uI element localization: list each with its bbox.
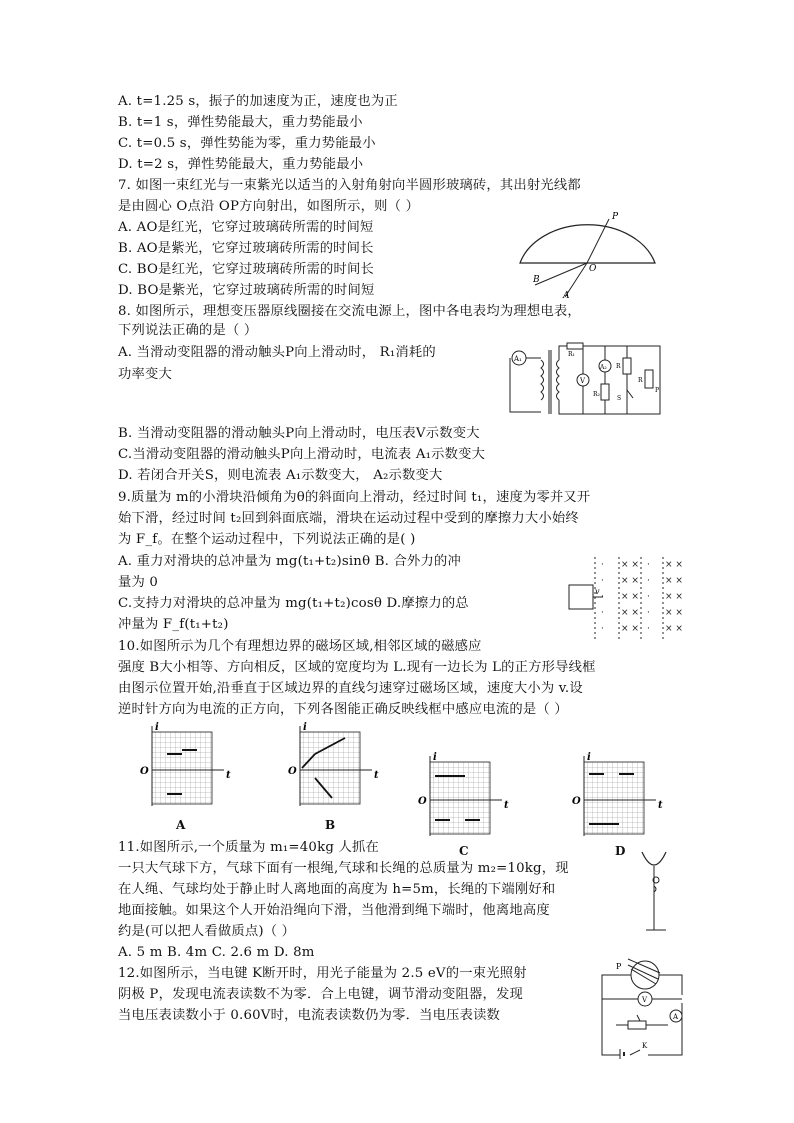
- svg-text:·: ·: [601, 608, 604, 618]
- svg-text:× ×: × ×: [665, 560, 683, 570]
- label-P: P: [655, 387, 660, 394]
- label-A2: A₂: [600, 364, 607, 371]
- svg-text:× ×: × ×: [665, 592, 683, 602]
- svg-text:·: ·: [647, 560, 650, 570]
- axis-t: t: [226, 770, 231, 781]
- text-line: A. AO是红光，它穿过玻璃砖所需的时间短: [118, 220, 374, 235]
- text-line: B. AO是紫光，它穿过玻璃砖所需的时间长: [118, 241, 374, 256]
- svg-text:× ×: × ×: [621, 608, 639, 618]
- graph-B-label: B: [325, 818, 336, 832]
- graph-C-label: C: [459, 844, 469, 858]
- text-line: 由图示位置开始,沿垂直于区域边界的直线匀速穿过磁场区域，速度大小为 v.设: [118, 681, 583, 696]
- axis-i: i: [587, 752, 591, 763]
- graph-D: [572, 752, 667, 840]
- svg-text:× ×: × ×: [621, 624, 639, 634]
- label-R1: R₁: [568, 351, 575, 358]
- axis-t: t: [658, 800, 663, 811]
- text-line: D. t=2 s，弹性势能最大，重力势能最小: [118, 157, 364, 172]
- text-line: D. BO是紫光，它穿过玻璃砖所需的时间短: [118, 283, 375, 298]
- svg-text:× ×: × ×: [621, 592, 639, 602]
- text-line: A. 重力对滑块的总冲量为 mg(t₁+t₂)sinθ B. 合外力的冲: [118, 554, 462, 569]
- graph-B: [288, 722, 383, 810]
- svg-text:× ×: × ×: [621, 576, 639, 586]
- balloon-figure: [632, 848, 682, 933]
- svg-text:·: ·: [647, 624, 650, 634]
- text-line: 10.如图所示为几个有理想边界的磁场区域,相邻区域的磁感应: [118, 639, 482, 654]
- text-line: 下列说法正确的是（ ）: [118, 323, 258, 338]
- label-V: V: [642, 996, 648, 1004]
- svg-text:× ×: × ×: [665, 624, 683, 634]
- label-S: S: [617, 395, 622, 402]
- label-R-b: R: [638, 377, 643, 384]
- label-A: A: [673, 1013, 679, 1021]
- svg-text:·: ·: [601, 560, 604, 570]
- text-line: 一只大气球下方，气球下面有一根绳,气球和长绳的总质量为 m₂=10kg，现: [118, 861, 569, 876]
- label-v: v: [595, 587, 600, 596]
- semicircle-figure: [505, 205, 665, 300]
- svg-text:·: ·: [647, 608, 650, 618]
- text-line: 8. 如图所示，理想变压器原线圈接在交流电源上，图中各电表均为理想电表，: [118, 304, 581, 319]
- text-line: 阴极 P，发现电流表读数不为零．合上电键，调节滑动变阻器，发现: [118, 987, 523, 1002]
- svg-text:× ×: × ×: [621, 560, 639, 570]
- graph-A-label: A: [176, 818, 186, 832]
- svg-text:·: ·: [647, 592, 650, 602]
- text-line: 约是(可以把人看做质点)（ ）: [118, 924, 296, 939]
- axis-i: i: [155, 722, 159, 733]
- label-O: O: [589, 264, 597, 274]
- origin: O: [140, 766, 149, 777]
- svg-text:·: ·: [601, 592, 604, 602]
- svg-text:·: ·: [647, 576, 650, 586]
- text-line: 12.如图所示，当电键 K断开时，用光子能量为 2.5 eV的一束光照射: [118, 966, 527, 981]
- svg-text:× ×: × ×: [665, 608, 683, 618]
- origin: O: [288, 766, 297, 777]
- text-line: 当电压表读数小于 0.60V时，电流表读数仍为零．当电压表读数: [118, 1008, 501, 1023]
- text-line: 始下滑，经过时间 t₂回到斜面底端，滑块在运动过程中受到的摩擦力大小始终: [118, 511, 579, 526]
- text-line: A. t=1.25 s，振子的加速度为正，速度也为正: [118, 94, 398, 109]
- graph-C: [418, 752, 513, 840]
- text-line: 冲量为 F_f(t₁+t₂): [118, 617, 229, 632]
- label-R-a: R: [616, 363, 621, 370]
- graph-A: [140, 722, 235, 810]
- text-line: A. 当滑动变阻器的滑动触头P向上滑动时， R₁消耗的: [118, 345, 436, 360]
- label-A1: A₁: [514, 355, 522, 363]
- text-line: B. t=1 s，弹性势能最大，重力势能最小: [118, 115, 363, 130]
- axis-i: i: [433, 752, 437, 763]
- origin: O: [572, 796, 581, 807]
- text-line: 为 F_f。在整个运动过程中，下列说法正确的是( ): [118, 532, 416, 547]
- text-line: 逆时针方向为电流的正方向，下列各图能正确反映线框中感应电流的是（ ）: [118, 702, 568, 717]
- graph-D-label: D: [615, 844, 626, 858]
- text-line: B. 当滑动变阻器的滑动触头P向上滑动时，电压表V示数变大: [118, 426, 480, 441]
- text-line: 7. 如图一束红光与一束紫光以适当的入射角射向半圆形玻璃砖，其出射光线都: [118, 178, 581, 193]
- label-P: P: [616, 962, 622, 971]
- label-P: P: [612, 212, 619, 222]
- origin: O: [418, 796, 427, 807]
- text-line: 9.质量为 m的小滑块沿倾角为θ的斜面向上滑动，经过时间 t₁，速度为零并又开: [118, 490, 591, 505]
- text-line: 11.如图所示,一个质量为 m₁=40kg 人抓在: [118, 840, 379, 855]
- phototube-figure: [598, 955, 693, 1060]
- label-R2: R₂: [593, 391, 600, 398]
- text-line: C. BO是红光，它穿过玻璃砖所需的时间长: [118, 262, 375, 277]
- axis-t: t: [374, 770, 379, 781]
- text-line: 是由圆心 O点沿 OP方向射出，如图所示，则（ ）: [118, 199, 420, 214]
- svg-text:·: ·: [601, 624, 604, 634]
- magnetic-field-figure: [565, 555, 695, 643]
- text-line: 量为 0: [118, 575, 159, 590]
- label-B: B: [533, 275, 540, 285]
- text-line: 强度 B大小相等、方向相反，区域的宽度均为 L.现有一边长为 L的正方形导线框: [118, 660, 596, 675]
- svg-text:× ×: × ×: [665, 576, 683, 586]
- axis-i: i: [303, 722, 307, 733]
- text-line: C. t=0.5 s，弹性势能为零，重力势能最小: [118, 136, 376, 151]
- text-line: D. 若闭合开关S，则电流表 A₁示数变大， A₂示数变大: [118, 468, 443, 483]
- text-line: 地面接触。如果这个人开始沿绳向下滑，当他滑到绳下端时，他离地高度: [118, 903, 550, 918]
- label-K: K: [642, 1042, 648, 1050]
- text-line: C.当滑动变阻器的滑动触头P向上滑动时，电流表 A₁示数变大: [118, 447, 486, 462]
- transformer-circuit-figure: [505, 340, 665, 418]
- svg-text:·: ·: [601, 576, 604, 586]
- text-line: C.支持力对滑块的总冲量为 mg(t₁+t₂)cosθ D.摩擦力的总: [118, 596, 469, 611]
- label-V: V: [580, 377, 586, 385]
- axis-t: t: [504, 800, 509, 811]
- text-line: 功率变大: [118, 367, 172, 382]
- text-line: 在人绳、气球均处于静止时人离地面的高度为 h=5m，长绳的下端刚好和: [118, 882, 556, 897]
- label-A: A: [563, 291, 570, 300]
- text-line: A. 5 m B. 4m C. 2.6 m D. 8m: [118, 945, 315, 960]
